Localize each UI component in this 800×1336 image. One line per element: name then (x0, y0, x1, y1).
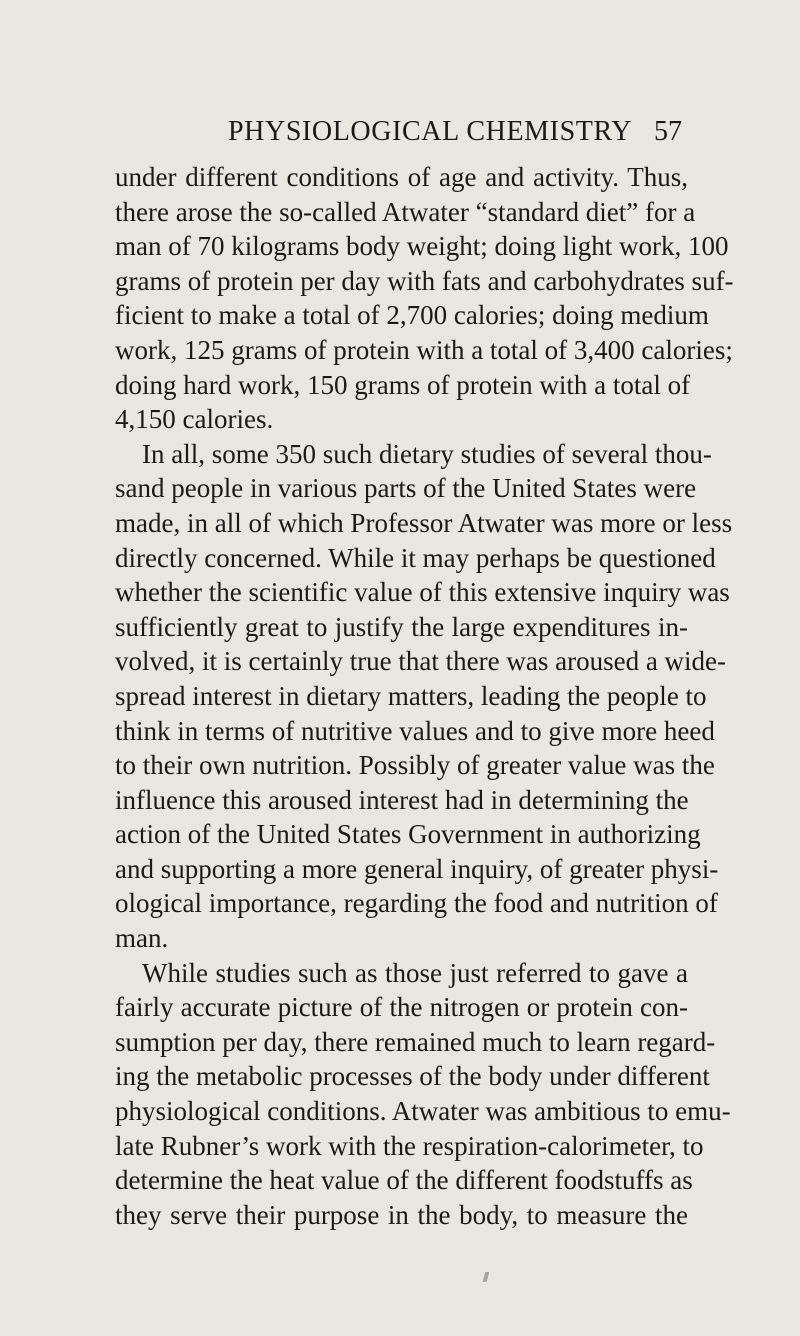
text-line: to their own nutrition. Possibly of greater value was the (115, 750, 715, 781)
text-line: volved, it is certainly true that there was aroused a wide- (115, 646, 727, 677)
text-line: grams of protein per day with fats and carbohydrates suf- (115, 265, 734, 296)
page-number: 57 (654, 116, 682, 147)
text-line: determine the heat value of the different foodstuffs as (115, 1165, 693, 1196)
text-line: action of the United States Government in authorizing (115, 819, 701, 850)
text-line: ological importance, regarding the food and nutrition of (115, 888, 718, 919)
text-line: under different conditions of age and activity. Thus, (115, 162, 688, 192)
text-line: and supporting a more general inquiry, of greater physi- (115, 853, 719, 884)
text-line: 4,150 calories. (115, 404, 274, 435)
text-line: work, 125 grams of protein with a total of 3,400 calories; (115, 334, 733, 365)
text-line: sufficiently great to justify the large expenditures in- (115, 611, 688, 642)
text-line: While studies such as those just referred to gave a (142, 957, 688, 988)
text-line: late Rubner’s work with the respiration-calorimeter, to (115, 1130, 704, 1161)
text-line: made, in all of which Professor Atwater was more or less (115, 507, 733, 538)
text-line: directly concerned. While it may perhaps be questioned (115, 542, 716, 573)
text-line: man of 70 kilograms body weight; doing light work, 100 (115, 231, 729, 262)
text-line: whether the scientific value of this extensive inquiry was (115, 577, 730, 608)
text-line: sumption per day, there remained much to learn regard- (115, 1026, 716, 1057)
stray-print-mark (483, 1272, 490, 1282)
text-line: fairly accurate picture of the nitrogen or protein con- (115, 992, 688, 1023)
running-title: PHYSIOLOGICAL CHEMISTRY (228, 116, 633, 147)
text-line: spread interest in dietary matters, leading the people to (115, 680, 707, 711)
text-line: ficient to make a total of 2,700 calories; doing medium (115, 300, 709, 331)
text-line: ing the metabolic processes of the body under different (115, 1061, 710, 1092)
text-line: think in terms of nutritive values and to give more heed (115, 715, 715, 746)
text-line: influence this aroused interest had in determining the (115, 784, 689, 815)
text-line: there arose the so-called Atwater “standard diet” for a (115, 196, 696, 227)
text-line: man. (115, 923, 169, 954)
text-line: they serve their purpose in the body, to measure the (115, 1199, 688, 1230)
text-line: physiological conditions. Atwater was ambitious to emu- (115, 1096, 731, 1127)
running-head (228, 112, 682, 152)
text-line: sand people in various parts of the United States were (115, 473, 697, 504)
text-line: doing hard work, 150 grams of protein with a total of (115, 369, 691, 400)
text-line: In all, some 350 such dietary studies of several thou- (142, 438, 712, 469)
body-text (115, 160, 734, 1232)
